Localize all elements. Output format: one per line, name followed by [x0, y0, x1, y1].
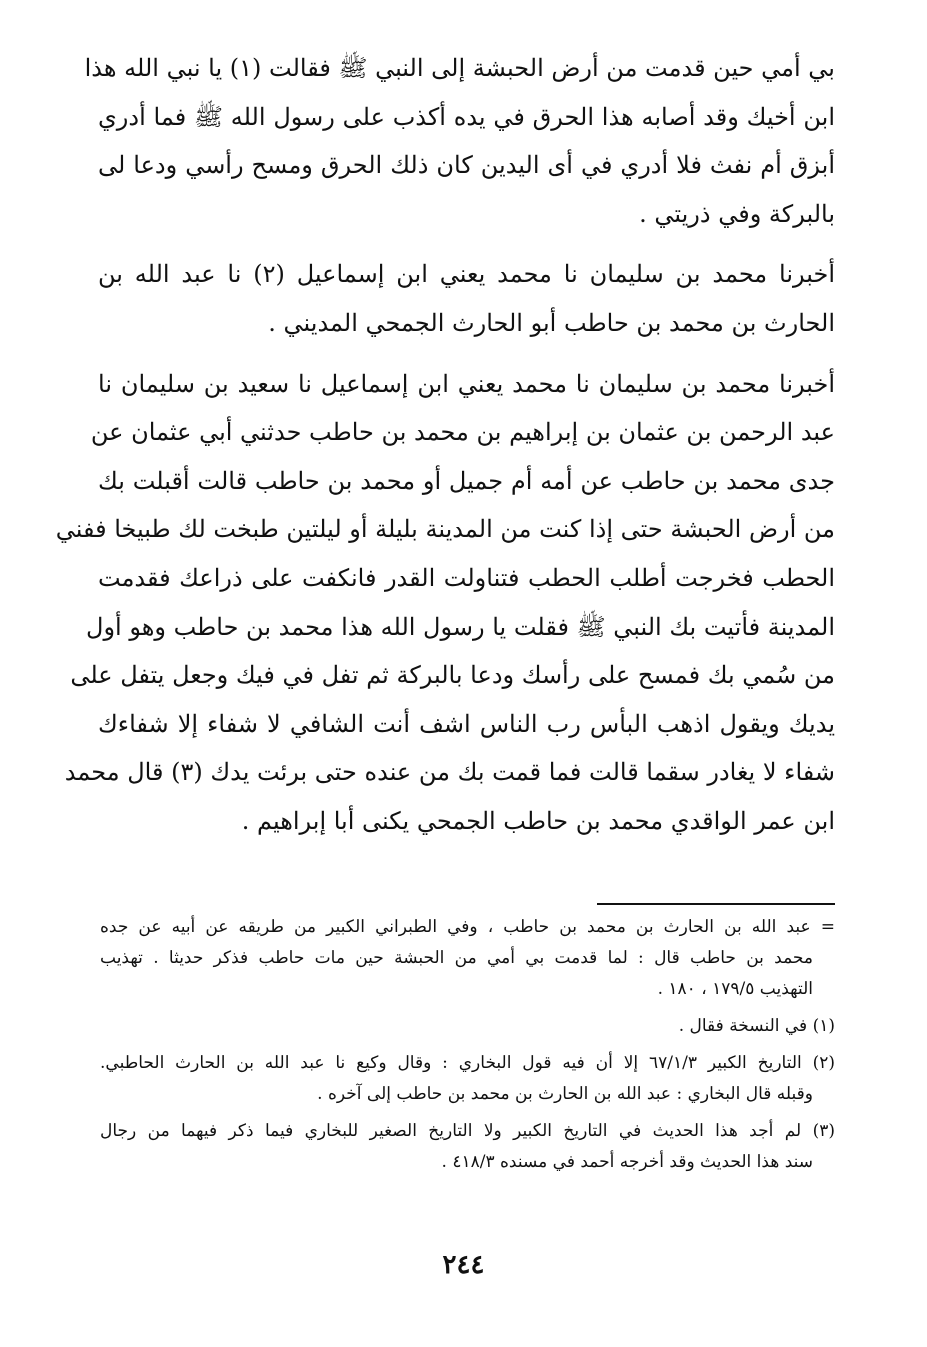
text-line: عبد الرحمن بن عثمان بن إبراهيم بن محمد بن حاطب حدثني أبي عثمان عن: [90, 418, 835, 447]
text-line: أخبرنا محمد بن سليمان نا محمد يعني ابن إسماعيل نا سعيد بن سليمان نا: [98, 369, 835, 398]
page-number: ٢٤٤: [442, 1250, 485, 1280]
text-line: من سُمي بك فمسح على رأسك ودعا بالبركة ثم تفل في فيك وجعل يتفل على: [70, 661, 835, 690]
footnote-line: (٣) لم أجد هذا الحديث في التاريخ الكبير ولا التاريخ الصغير للبخاري فيما ذكر فيهما من رجال: [100, 1121, 835, 1141]
text-line: يديك ويقول اذهب البأس رب الناس اشف أنت الشافي لا شفاء إلا شفاءك: [98, 709, 835, 738]
footnote-line: محمد بن حاطب قال : لما قدمت بي أمي من الحبشة حين مات حاطب فذكر حديثا . تهذيب: [100, 948, 813, 968]
footnote-line: = عبد الله بن الحارث بن محمد بن حاطب ، وفي الطبراني الكبير من طريقه عن أبيه عن جده: [100, 917, 835, 937]
footnote-separator: [597, 903, 835, 905]
text-line: المدينة فأتيت بك النبي ﷺ فقلت يا رسول الله هذا محمد بن حاطب وهو أول: [86, 612, 835, 641]
text-line: جدى محمد بن حاطب عن أمه أم جميل أو محمد بن حاطب قالت أقبلت بك: [98, 466, 835, 495]
main-text: [55, 44, 835, 846]
text-line: من أرض الحبشة حتى إذا كنت من المدينة بليلة أو ليلتين طبخت لك طبيخا ففني: [55, 515, 835, 544]
text-line: الحارث بن محمد بن حاطب أبو الحارث الجمحي المديني .: [268, 308, 835, 337]
footnote-line: التهذيب ١٧٩/٥ ، ١٨٠ .: [657, 979, 813, 999]
footnote-continuation: [100, 912, 835, 1005]
text-line: ابن عمر الواقدي محمد بن حاطب الجمحي يكنى أبا إبراهيم .: [241, 806, 835, 835]
text-line: أبزق أم نفث فلا أدري في أى اليدين كان ذلك الحرق ومسح رأسي ودعا لى: [98, 151, 835, 180]
footnote-line: وقبله قال البخاري : عبد الله بن الحارث بن محمد بن حاطب إلى آخره .: [317, 1084, 813, 1104]
footnote-line: (٢) التاريخ الكبير ٦٧/١/٣ إلا أن فيه قول البخاري : وقال وكيع نا عبد الله بن الحارث الحاطبي.: [100, 1053, 836, 1073]
text-line: الحطب فخرجت أطلب الحطب فتناولت القدر فانكفت على ذراعك فقدمت: [98, 563, 835, 592]
paragraph-1: [84, 44, 835, 238]
text-line: بي أمي حين قدمت من أرض الحبشة إلى النبي ﷺ فقالت (١) يا نبي الله هذا: [84, 54, 835, 82]
footnote-line: (١) في النسخة فقال .: [678, 1016, 835, 1036]
text-line: أخبرنا محمد بن سليمان نا محمد يعني ابن إسماعيل (٢) نا عبد الله بن: [98, 260, 835, 289]
footnote-1: [100, 1011, 835, 1042]
footnote-line: سند هذا الحديث وقد أخرجه أحمد في مسنده ٤١٨/٣ .: [441, 1152, 813, 1172]
footnote-2: [100, 1048, 835, 1110]
text-line: شفاء لا يغادر سقما قالت فما قمت بك من عنده حتى برئت يدك (٣) قال محمد: [64, 758, 835, 787]
footnote-3: [100, 1116, 835, 1178]
footnotes: [100, 912, 835, 1184]
paragraph-2: [98, 250, 835, 347]
paragraph-3: [55, 360, 835, 846]
text-line: ابن أخيك وقد أصابه هذا الحرق في يده أكذب على رسول الله ﷺ فما أدري: [98, 102, 835, 131]
text-line: بالبركة وفي ذريتي .: [639, 199, 835, 228]
